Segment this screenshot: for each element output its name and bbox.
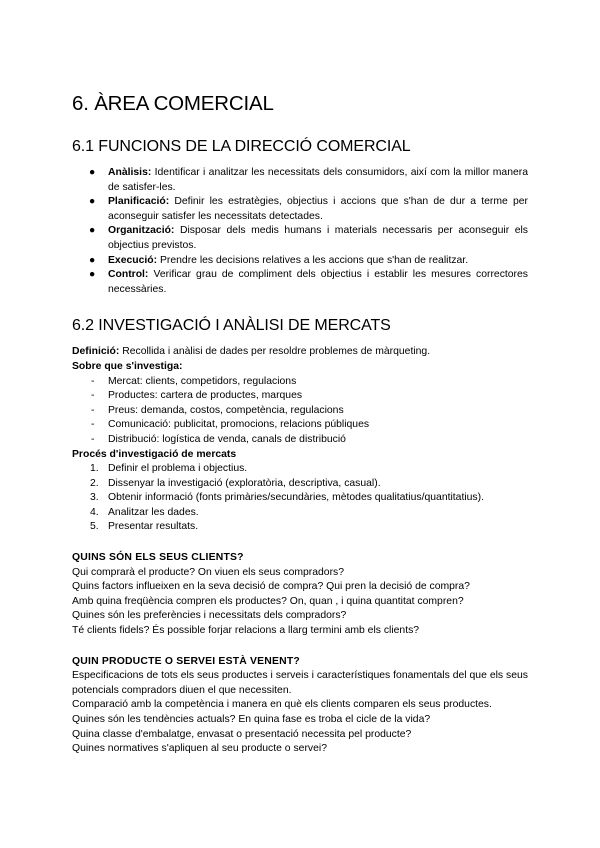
term-description: Definir les estratègies, objectius i accions que s'han de dur a terme per aconseguir satisfer les necessitats detectades. xyxy=(108,196,528,222)
product-line: Quines són les tendències actuals? En quina fase es troba el cicle de la vida? xyxy=(72,714,431,725)
clients-line: Quins factors influeixen en la seva decisió de compra? Qui pren la decisió de compra? xyxy=(72,581,470,593)
product-heading: QUIN PRODUCTE O SERVEI ESTÀ VENENT? xyxy=(72,655,300,667)
definition-label: Definició: xyxy=(72,346,120,358)
clients-line: Quines són les preferències i necessitats dels compradors? xyxy=(72,610,347,622)
list-item: 5. Presentar resultats. xyxy=(72,520,528,535)
bullet-icon: ● xyxy=(89,269,96,281)
list-item: - Distribució: logística de venda, canals de distribució xyxy=(72,433,528,448)
clients-line: Té clients fidels? És possible forjar relacions a llarg termini amb els clients? xyxy=(72,625,420,637)
list-item xyxy=(72,254,528,269)
page-title: 6. ÀREA COMERCIAL xyxy=(72,92,274,115)
bullet-icon: ● xyxy=(89,225,96,237)
definition-text: Recollida i anàlisi de dades per resoldre problemes de màrqueting. xyxy=(119,346,431,358)
term-label: Planificació: xyxy=(108,196,170,208)
list-item: - Preus: demanda, costos, competència, regulacions xyxy=(72,404,528,419)
list-item: 4. Analitzar les dades. xyxy=(72,506,528,521)
definition-line xyxy=(72,345,528,360)
dash-icon: - xyxy=(91,404,95,416)
dash-icon: - xyxy=(91,433,95,445)
bullet-icon: ● xyxy=(89,254,96,266)
term-description: Prendre les decisions relatives a les accions que s'han de realitzar. xyxy=(157,254,469,266)
bullet-icon: ● xyxy=(89,167,96,178)
list-item xyxy=(72,166,528,195)
dash-icon: - xyxy=(91,375,95,387)
list-item: 1. Definir el problema i objectius. xyxy=(72,462,528,477)
subject-label: Sobre que s'investiga: xyxy=(72,360,183,372)
funcions-list xyxy=(72,166,528,297)
term-description: Verificar grau de compliment dels objectius i establir les mesures correctores necessàries. xyxy=(108,269,528,295)
list-item: 3. Obtenir informació (fonts primàries/secundàries, mètodes qualitatius/quantitatius). xyxy=(72,491,528,506)
list-item xyxy=(72,195,528,224)
step-number: 3. xyxy=(90,492,99,504)
dash-icon: - xyxy=(91,419,95,431)
term-description: Identificar i analitzar les necessitats dels consumidors, així com la millor manera de satisfer-les. xyxy=(108,167,528,193)
process-steps-list xyxy=(72,462,528,535)
step-number: 5. xyxy=(90,521,99,533)
term-label: Organització: xyxy=(108,225,175,237)
list-item xyxy=(72,224,528,253)
product-paragraph: Especificacions de tots els seus productes i serveis i característiques fonamentals del que els seus potencials compradors diuen el que necessiten. xyxy=(72,670,528,696)
step-number: 1. xyxy=(90,463,99,475)
document-content xyxy=(72,90,528,757)
section-heading-investigacio: 6.2 INVESTIGACIÓ I ANÀLISI DE MERCATS xyxy=(72,317,391,335)
term-label: Execució: xyxy=(108,254,158,266)
product-line: Quines normatives s'apliquen al seu producte o servei? xyxy=(72,743,327,755)
clients-heading: QUINS SÓN ELS SEUS CLIENTS? xyxy=(72,552,244,564)
clients-line: Amb quina freqüència compren els productes? On, quan , i quina quantitat compren? xyxy=(72,595,464,607)
product-line: Comparació amb la competència i manera en què els clients comparen els seus productes. xyxy=(72,699,492,711)
term-description: Disposar dels medis humans i materials necessaris per aconseguir els objectius previstos. xyxy=(108,225,528,251)
clients-line: Qui comprarà el producte? On viuen els seus compradors? xyxy=(72,566,345,578)
step-number: 2. xyxy=(90,477,99,489)
list-item xyxy=(72,268,528,297)
list-item: - Mercat: clients, competidors, regulacions xyxy=(72,375,528,390)
term-label: Anàlisis: xyxy=(108,167,152,178)
list-item: - Productes: cartera de productes, marques xyxy=(72,389,528,404)
dash-icon: - xyxy=(91,390,95,402)
list-item: - Comunicació: publicitat, promocions, relacions públiques xyxy=(72,418,528,433)
process-label: Procés d'investigació de mercats xyxy=(72,448,237,460)
subjects-list xyxy=(72,375,528,448)
section-heading-funcions: 6.1 FUNCIONS DE LA DIRECCIÓ COMERCIAL xyxy=(72,138,411,155)
list-item: 2. Dissenyar la investigació (exploratòria, descriptiva, casual). xyxy=(72,477,528,492)
bullet-icon: ● xyxy=(89,196,96,208)
product-line: Quina classe d'embalatge, envasat o presentació necessita pel producte? xyxy=(72,728,412,740)
term-label: Control: xyxy=(108,269,149,281)
step-number: 4. xyxy=(90,506,99,518)
